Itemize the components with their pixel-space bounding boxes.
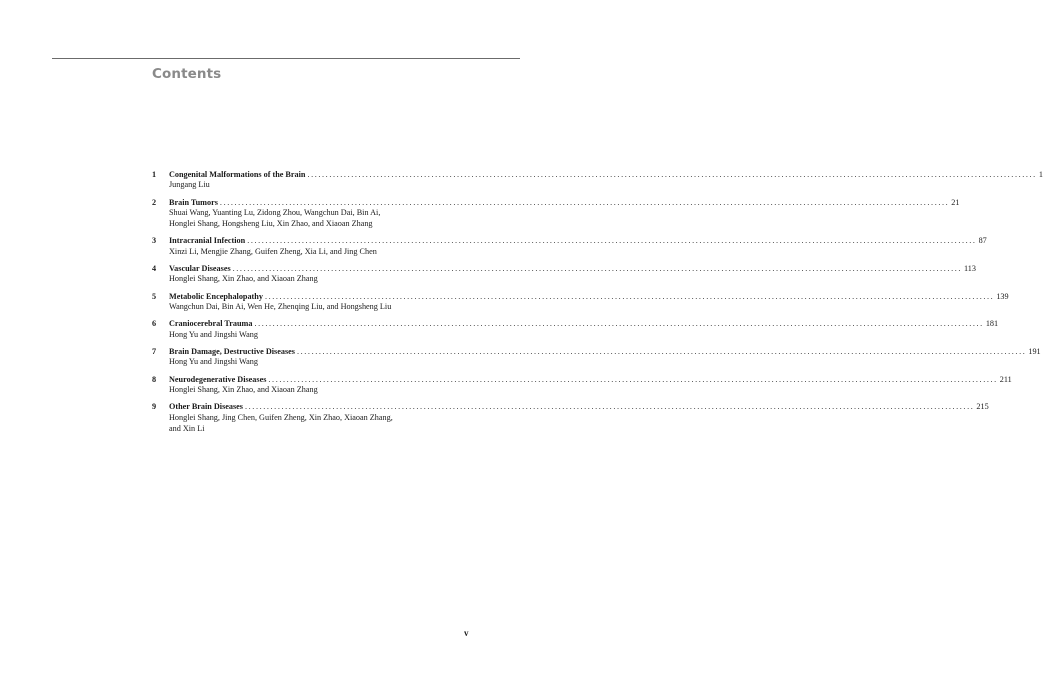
dot-leader: ........................................................................................................................................................................................................ [307,170,1037,179]
chapter-title-line [169,291,1009,302]
chapter-authors: Honglei Shang, Xin Zhao, and Xiaoan Zhang [169,385,318,395]
toc-entry[interactable] [152,170,1043,191]
toc-entry[interactable] [152,197,960,230]
chapter-title[interactable]: Congenital Malformations of the Brain [169,170,306,179]
toc-entry[interactable] [152,263,976,285]
chapter-title[interactable]: Intracranial Infection [169,236,246,246]
chapter-number: 9 [152,402,157,412]
chapter-number: 5 [152,291,157,301]
chapter-authors: Shuai Wang, Yuanting Lu, Zidong Zhou, Wangchun Dai, Bin Ai, [169,208,381,218]
chapter-page-number[interactable]: 211 [999,374,1012,384]
chapter-title[interactable]: Craniocerebral Trauma [169,319,253,329]
chapter-title-line [169,374,1012,385]
toc-entry-body [169,263,976,285]
toc-entry[interactable] [152,402,989,434]
chapter-title-line [169,170,1043,180]
chapter-page-number[interactable]: 1 [1038,170,1043,179]
dot-leader: ........................................................................................................................................................................................................ [232,263,963,273]
chapter-title[interactable]: Brain Damage, Destructive Diseases [169,347,295,357]
chapter-number: 1 [152,170,157,179]
dot-leader: ........................................................................................................................................................................................................ [296,347,1027,357]
chapter-title[interactable]: Vascular Diseases [169,263,231,273]
toc-entry-body [169,236,987,257]
chapter-number: 6 [152,319,157,329]
page-title: Contents [152,66,222,82]
chapter-title-line [169,402,989,412]
chapter-title-line [169,197,960,208]
chapter-number: 4 [152,263,157,273]
table-of-contents [152,170,1043,441]
chapter-page-number[interactable]: 87 [978,236,987,246]
chapter-authors: Jungang Liu [169,180,210,190]
chapter-number: 2 [152,197,157,207]
chapter-authors: Hong Yu and Jingshi Wang [169,329,258,339]
chapter-authors: Hong Yu and Jingshi Wang [169,357,258,367]
chapter-title[interactable]: Brain Tumors [169,197,218,207]
toc-entry-body [169,291,1009,313]
toc-entry-body [169,197,960,230]
dot-leader: ........................................................................................................................................................................................................ [247,236,977,246]
chapter-number: 7 [152,347,157,357]
chapter-number: 3 [152,236,157,246]
chapter-title[interactable]: Other Brain Diseases [169,402,243,412]
chapter-page-number[interactable]: 181 [985,319,999,329]
toc-entry[interactable] [152,319,999,340]
chapter-page-number[interactable]: 113 [964,263,976,273]
toc-entry[interactable] [152,347,1041,368]
dot-leader: ........................................................................................................................................................................................................ [245,402,975,412]
chapter-title-line [169,263,976,274]
toc-entry-body [169,170,1043,191]
toc-entry[interactable] [152,236,987,257]
toc-entry[interactable] [152,374,1012,396]
dot-leader: ........................................................................................................................................................................................................ [254,319,984,329]
chapter-authors: Wangchun Dai, Bin Ai, Wen He, Zhenqing Liu, and Hongsheng Liu [169,302,392,312]
chapter-number: 8 [152,374,157,384]
dot-leader: ........................................................................................................................................................................................................ [219,197,950,207]
toc-entry-body [169,319,999,340]
chapter-title-line [169,319,999,329]
chapter-authors: and Xin Li [169,423,205,433]
toc-entry-body [169,402,989,434]
chapter-page-number[interactable]: 215 [976,402,989,412]
chapter-authors: Honglei Shang, Hongsheng Liu, Xin Zhao, and Xiaoan Zhang [169,218,373,228]
toc-entry-body [169,347,1041,368]
toc-entry-body [169,374,1012,396]
page-folio: v [464,628,469,638]
chapter-page-number[interactable]: 191 [1028,347,1041,357]
toc-entry[interactable] [152,291,1009,313]
dot-leader: ........................................................................................................................................................................................................ [268,374,998,384]
chapter-authors: Honglei Shang, Xin Zhao, and Xiaoan Zhang [169,274,318,284]
chapter-title[interactable]: Neurodegenerative Diseases [169,374,267,384]
chapter-page-number[interactable]: 21 [951,197,960,207]
chapter-title[interactable]: Metabolic Encephalopathy [169,291,263,301]
chapter-authors: Xinzi Li, Mengjie Zhang, Guifen Zheng, Xia Li, and Jing Chen [169,246,377,256]
top-rule [52,58,520,59]
dot-leader: ........................................................................................................................................................................................................ [264,291,995,301]
chapter-page-number[interactable]: 139 [996,291,1009,301]
chapter-title-line [169,236,987,246]
chapter-authors: Honglei Shang, Jing Chen, Guifen Zheng, Xin Zhao, Xiaoan Zhang, [169,412,393,422]
chapter-title-line [169,347,1041,357]
